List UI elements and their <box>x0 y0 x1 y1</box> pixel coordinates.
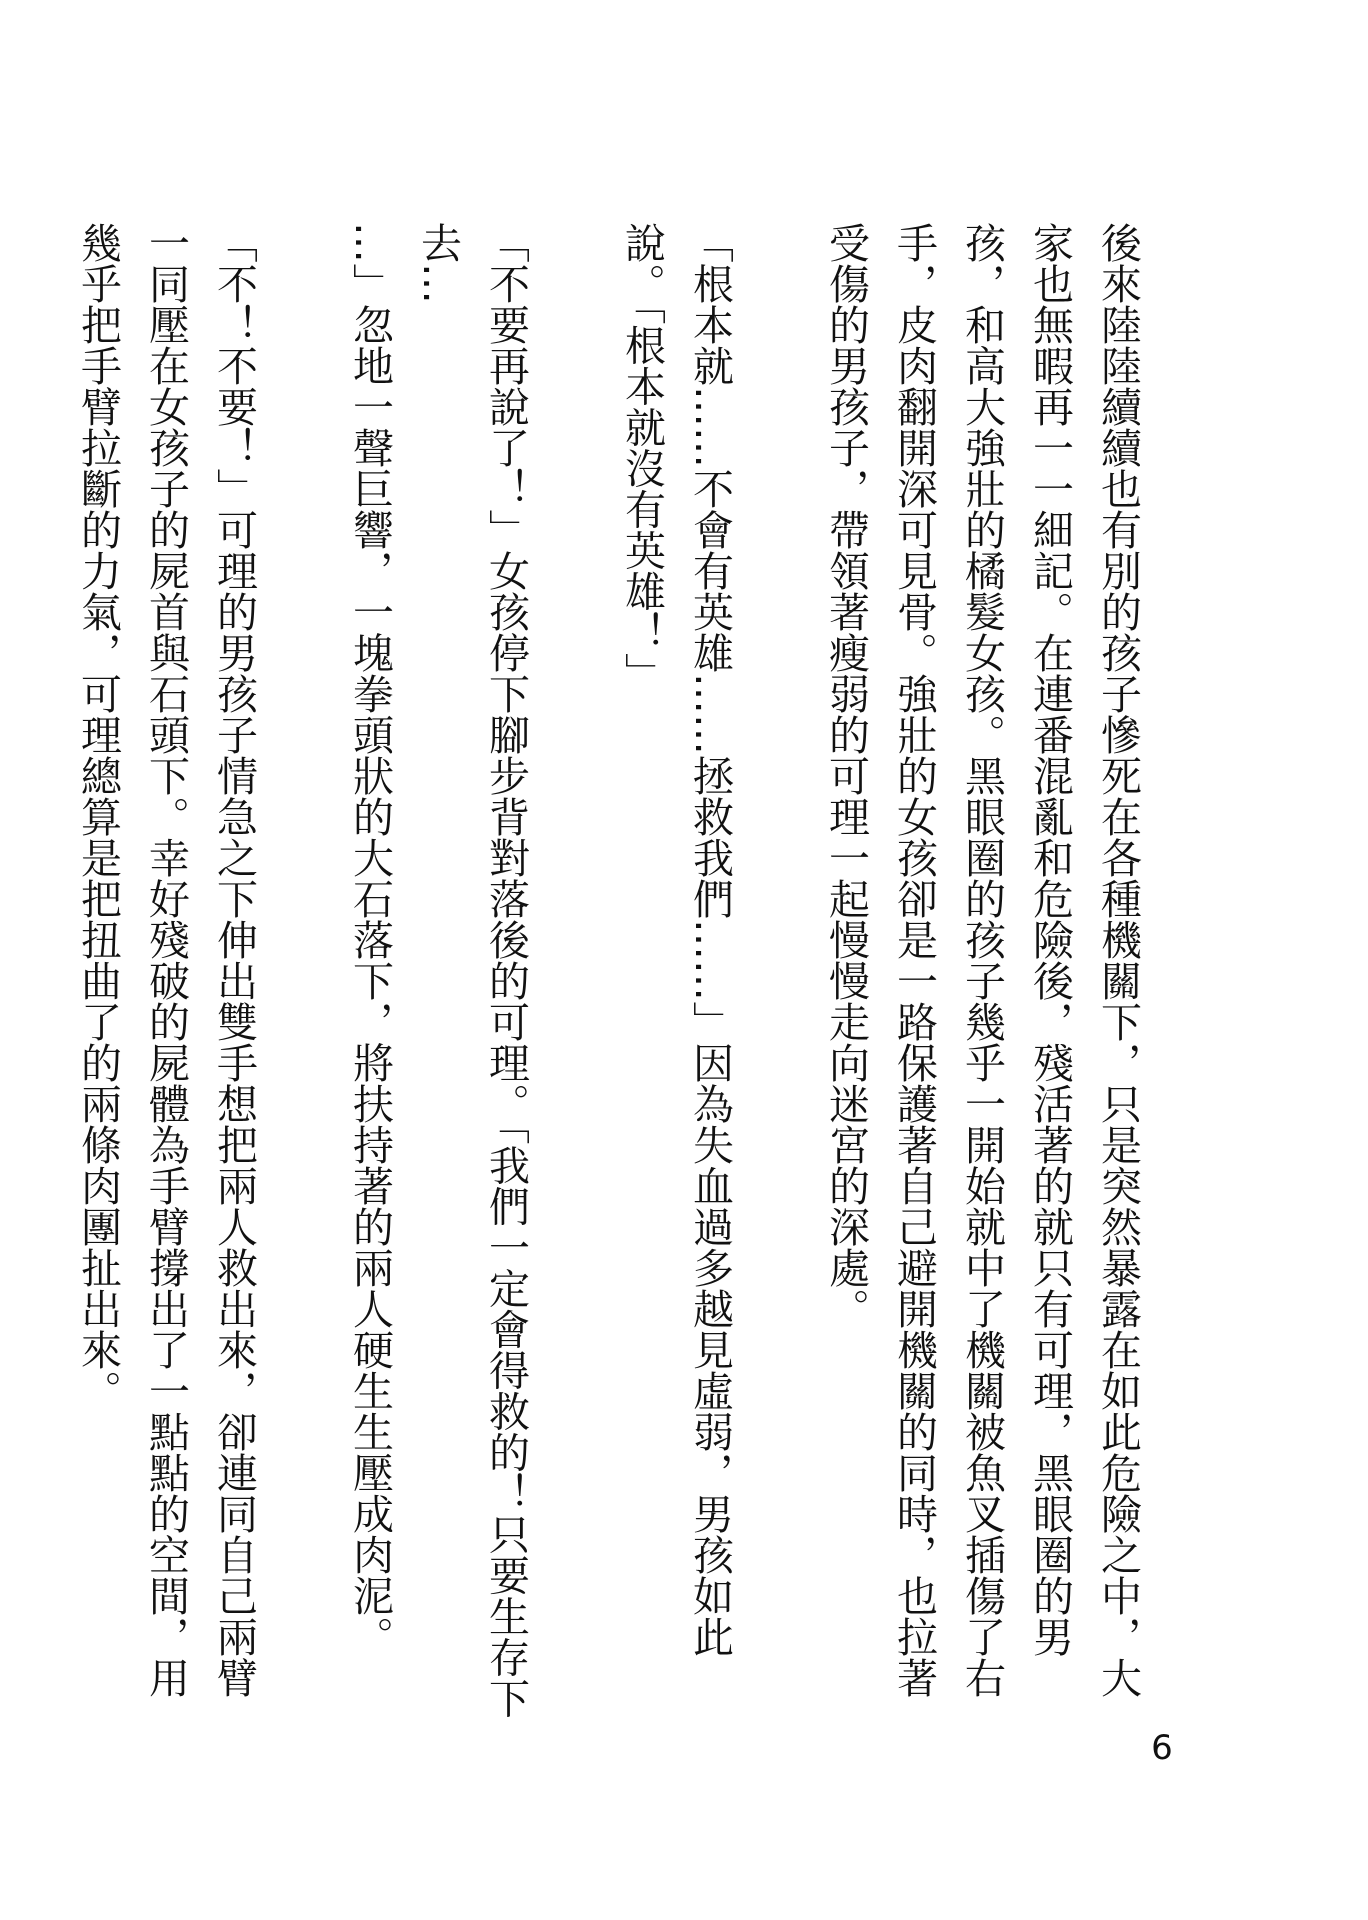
vertical-text-body <box>74 222 1152 1722</box>
paragraph-1: 後來陸陸續續也有別的孩子慘死在各種機關下，只是突然暴露在如此危險之中，大家也無暇再一一細記。在連番混亂和危險後，殘活著的就只有可理，黑眼圈的男孩，和高大強壯的橘髮女孩。黑眼圈的孩子幾乎一開始就中了機關被魚叉插傷了右手，皮肉翻開深可見骨。強壯的女孩卻是一路保護著自己避開機關的同時，也拉著受傷的男孩子，帶領著瘦弱的可理一起慢慢走向迷宮的深處。 <box>822 222 1142 1698</box>
page-number: 6 <box>1151 1728 1173 1768</box>
paragraph-3: 「不要再說了！」女孩停下腳步背對落後的可理。「我們一定會得救的！只要生存下去… <box>414 222 530 1719</box>
paragraph-2: 「根本就……不會有英雄……拯救我們……」因為失血過多越見虛弱，男孩如此說。「根本就沒有英雄！」 <box>618 222 734 1657</box>
paragraph-4: …」忽地一聲巨響，一塊拳頭狀的大石落下，將扶持著的兩人硬生生壓成肉泥。 <box>346 222 394 1657</box>
paragraph-5: 「不！不要！」可理的男孩子情急之下伸出雙手想把兩人救出來，卻連同自己兩臂一同壓在女孩子的屍首與石頭下。幸好殘破的屍體為手臂撐出了一點點的空間，用幾乎把手臂拉斷的力氣，可理總算是把扭曲了的兩條肉團扯出來。 <box>74 222 258 1698</box>
